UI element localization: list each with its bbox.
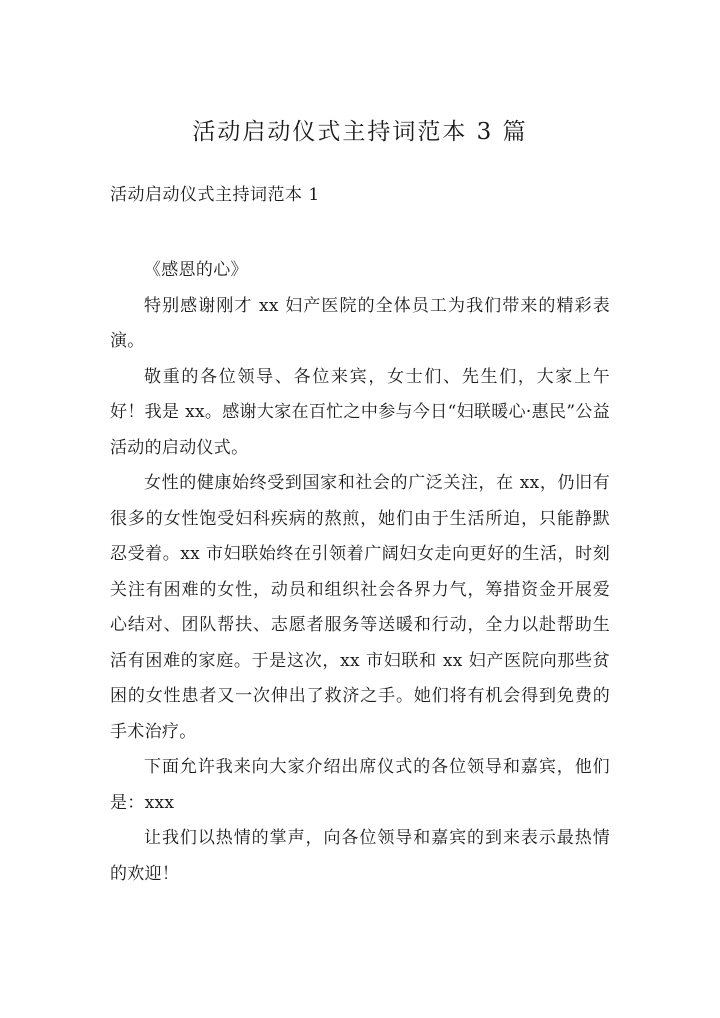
section-heading: 活动启动仪式主持词范本 1	[110, 185, 320, 205]
paragraph-greeting: 敬重的各位领导、各位来宾，女士们、先生们，大家上午好！我是 xx。感谢大家在百忙之中参与今日“妇联暖心·惠民”公益活动的启动仪式。	[110, 366, 610, 458]
paragraph-introduction: 下面允许我来向大家介绍出席仪式的各位领导和嘉宾，他们是：xxx	[110, 757, 610, 813]
document-title: 活动启动仪式主持词范本 3 篇	[192, 119, 528, 145]
document-body	[110, 253, 610, 892]
paragraph-song-title: 《感恩的心》	[144, 260, 248, 280]
paragraph-thanks: 特别感谢刚才 xx 妇产医院的全体员工为我们带来的精彩表演。	[110, 295, 610, 351]
paragraph-background: 女性的健康始终受到国家和社会的广泛关注，在 xx，仍旧有很多的女性饱受妇科疾病的熬煎，她们由于生活所迫，只能静默忍受着。xx 市妇联始终在引领着广阔妇女走向更好的生活，时刻关注有困难的女性，动员和组织社会各界力气，筹措资金开展爱心结对、团队帮扶、志愿者服务等送暖和行动，全力以赴帮助生活有困难的家庭。于是这次，xx 市妇联和 xx 妇产医院向那些贫困的女性患者又一次伸出了救济之手。她们将有机会得到免费的手术治疗。	[110, 473, 610, 742]
paragraph-welcome: 让我们以热情的掌声，向各位领导和嘉宾的到来表示最热情的欢迎！	[110, 828, 610, 884]
